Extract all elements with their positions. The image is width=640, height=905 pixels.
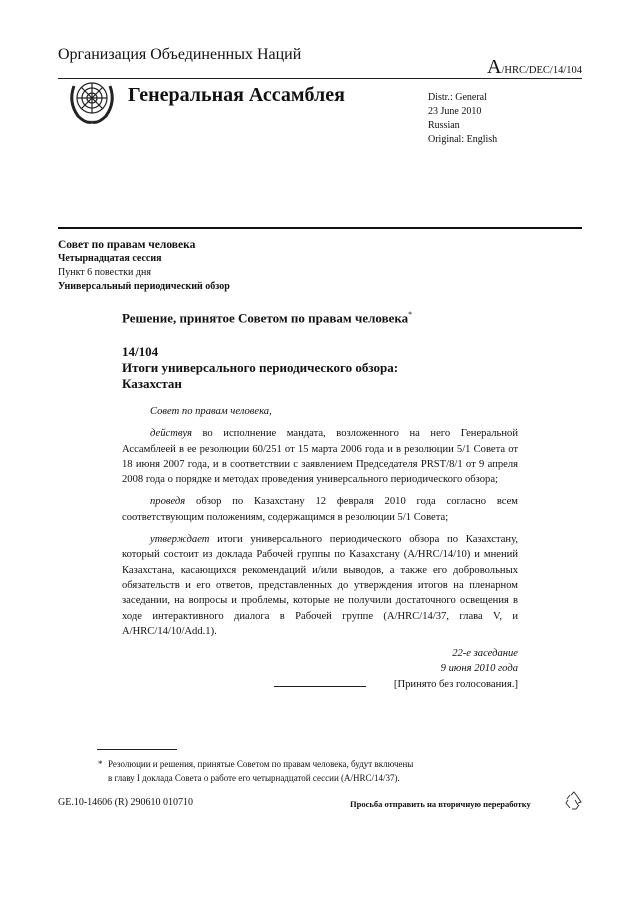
end-rule — [274, 686, 366, 687]
heading-line1: Итоги универсального периодического обзора: — [122, 360, 399, 375]
heading-line2: Казахстан — [122, 376, 182, 391]
footnote-rule — [97, 749, 177, 750]
meeting-number: 22-е заседание — [452, 648, 518, 660]
paragraph-lead: действуя — [150, 428, 192, 440]
footnote-mark: * — [408, 310, 413, 319]
topic: Универсальный периодический обзор — [58, 281, 230, 292]
paragraph — [122, 426, 518, 487]
footnote-line1: Резолюции и решения, принятые Советом по правам человека, будут включены — [108, 759, 414, 769]
meeting-date: 9 июня 2010 года — [440, 663, 518, 675]
header-rule — [58, 78, 582, 79]
session: Четырнадцатая сессия — [58, 253, 162, 264]
organization-name: Организация Объединенных Наций — [58, 46, 302, 63]
decision-heading — [122, 344, 398, 392]
job-number: GE.10-14606 (R) 290610 010710 — [58, 797, 193, 808]
paragraph-lead: утверждает — [150, 534, 210, 546]
council-name: Совет по правам человека — [58, 239, 196, 251]
distr-language: Russian — [428, 120, 460, 131]
paragraph-text: итоги универсального периодического обзора по Казахстану, который состоит из доклада Рабочей группы по Казахстану (A/HRC/14/10) и мнений Казахстана, касающихся рекомендаций и/или выводов, а также его добровольных обязательств и его ответов, представленных до утверждения итогов на пленарном заседании, на вопросы и проблемы, которые не получили достаточного освещения в ходе интерактивного диалога в Рабочей группе (A/HRC/14/37, глава V, и A/HRC/14/10/Add.1). — [122, 534, 518, 637]
agenda-item: Пункт 6 повестки дня — [58, 267, 151, 278]
footnote-line2: в главу I доклада Совета о работе его четырнадцатой сессии (A/HRC/14/37). — [108, 773, 400, 783]
distr-original: Original: English — [428, 134, 498, 145]
decision-title — [122, 310, 412, 326]
symbol-prefix: A — [487, 56, 502, 78]
paragraph — [122, 532, 518, 639]
recycle-icon — [564, 791, 584, 811]
general-assembly-title: Генеральная Ассамблея — [128, 84, 345, 106]
distribution-block — [428, 91, 497, 147]
document-symbol — [487, 56, 582, 79]
decision-number: 14/104 — [122, 344, 159, 359]
paragraph-text: обзор по Казахстану 12 февраля 2010 года согласно всем соответствующим положениям, содержащимся в резолюции 5/1 Совета; — [122, 496, 518, 523]
paragraph-text: во исполнение мандата, возложенного на него Генеральной Ассамблеей в ее резолюции 60/251 от 15 марта 2006 года и в резолюции 5/1 Совета от 18 июня 2007 года, и в соответствии с заявлением Председателя PRST/8/1 от 9 апреля 2008 года о порядке и методах проведения универсального периодического обзора; — [122, 428, 518, 486]
symbol-rest: /HRC/DEC/14/104 — [501, 65, 582, 76]
preamble-text: Совет по правам человека, — [150, 406, 272, 417]
preamble — [122, 404, 518, 419]
footnote — [98, 757, 414, 785]
footnote-star: * — [98, 759, 103, 769]
paragraph — [122, 494, 518, 525]
council-block — [58, 238, 230, 294]
decision-title-text: Решение, принятое Советом по правам человека — [122, 310, 409, 326]
distr-line: Distr.: General — [428, 92, 487, 103]
recycle-text: Просьба отправить на вторичную переработку — [350, 799, 531, 809]
un-emblem-icon — [64, 72, 120, 128]
distr-date: 23 June 2010 — [428, 106, 482, 117]
adoption-note: [Принято без голосования.] — [393, 678, 518, 690]
paragraph-lead: проведя — [150, 496, 186, 508]
decision-body — [122, 404, 518, 692]
thick-rule — [58, 227, 582, 229]
